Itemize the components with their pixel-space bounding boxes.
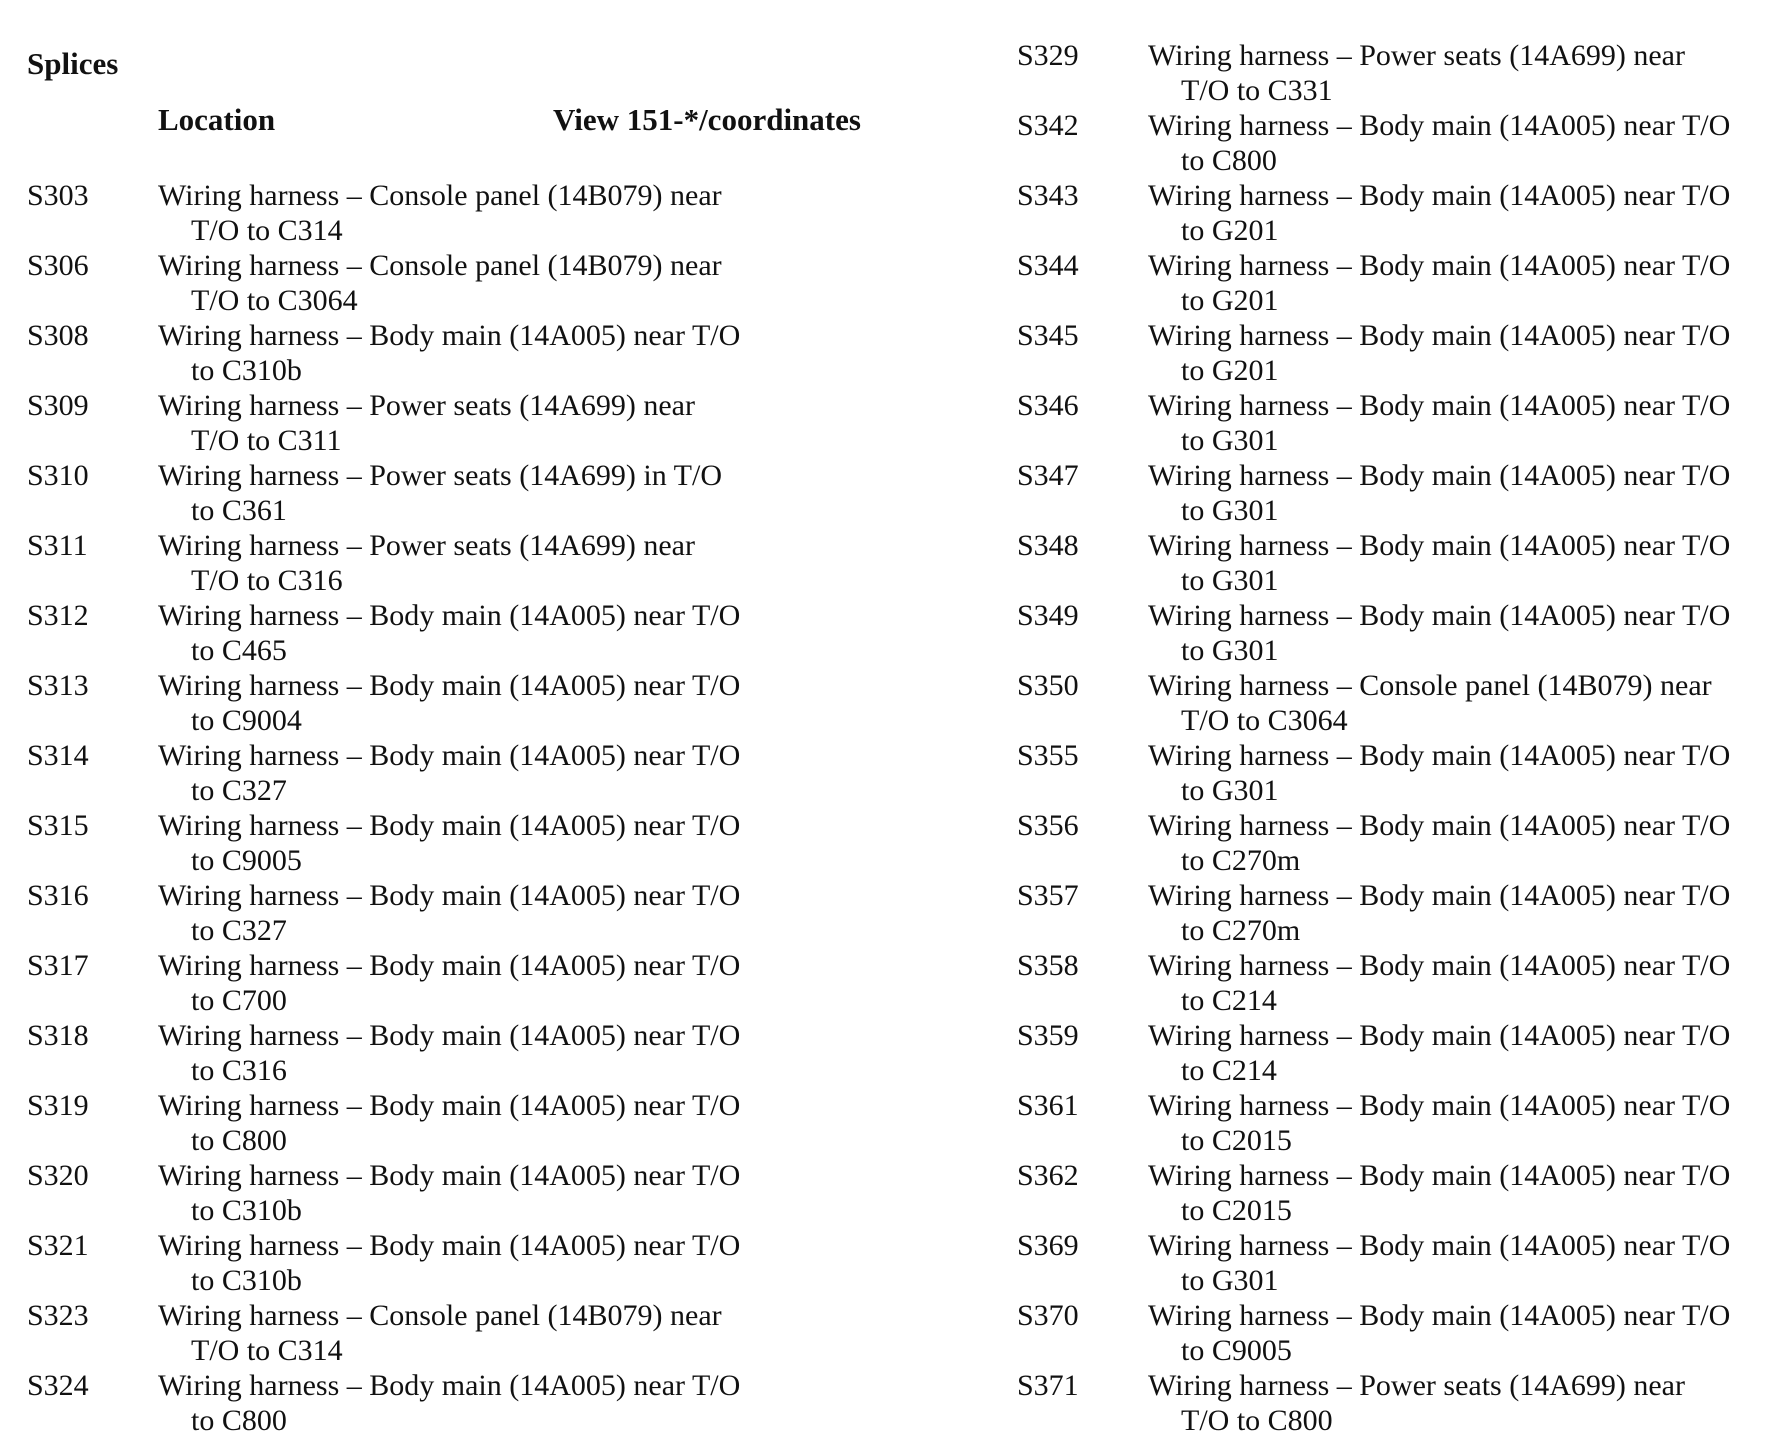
splice-location	[158, 1298, 858, 1368]
splice-location-line2: to C9005	[191, 844, 302, 877]
splice-entry	[27, 948, 907, 1018]
splice-entry	[27, 178, 907, 248]
splice-entry	[1017, 878, 1777, 948]
splice-location-line2: to C270m	[1181, 914, 1301, 947]
splice-location-line2: to C327	[191, 914, 287, 947]
splice-id: S345	[1017, 319, 1079, 352]
splice-entry	[1017, 178, 1777, 248]
splice-location	[1148, 38, 1784, 108]
splice-location	[158, 808, 858, 878]
splice-entry	[1017, 1018, 1777, 1088]
splice-location	[158, 528, 858, 598]
splice-entry	[27, 318, 907, 388]
splice-entry	[27, 1368, 907, 1438]
splice-entry	[1017, 1298, 1777, 1368]
splice-location-line1: Wiring harness – Body main (14A005) near T/O	[1148, 1089, 1731, 1122]
splice-location	[1148, 1368, 1784, 1438]
splice-location	[158, 948, 858, 1018]
splice-id: S357	[1017, 879, 1079, 912]
splice-entry	[1017, 248, 1777, 318]
splice-location	[1148, 738, 1784, 808]
splice-location	[1148, 318, 1784, 388]
splice-location	[1148, 1298, 1784, 1368]
splice-location-line2: to C800	[191, 1124, 287, 1157]
splice-location-line2: to G201	[1181, 354, 1279, 387]
splice-entry	[1017, 528, 1777, 598]
splice-id: S359	[1017, 1019, 1079, 1052]
splice-id: S346	[1017, 389, 1079, 422]
splice-entry	[1017, 1228, 1777, 1298]
splice-location-line1: Wiring harness – Console panel (14B079) near	[158, 179, 722, 212]
splice-location	[158, 1368, 858, 1438]
splice-location-line2: T/O to C314	[191, 214, 343, 247]
splice-entry	[1017, 1088, 1777, 1158]
splice-location-line1: Wiring harness – Body main (14A005) near T/O	[1148, 739, 1731, 772]
splice-location-line1: Wiring harness – Body main (14A005) near T/O	[1148, 179, 1731, 212]
splice-location	[1148, 248, 1784, 318]
splice-location-line1: Wiring harness – Body main (14A005) near T/O	[1148, 389, 1731, 422]
splice-location-line2: to C2015	[1181, 1194, 1292, 1227]
splice-location-line1: Wiring harness – Console panel (14B079) near	[158, 249, 722, 282]
splice-location-line2: to G301	[1181, 1264, 1279, 1297]
splice-id: S314	[27, 739, 89, 772]
splice-location-line1: Wiring harness – Power seats (14A699) in T/O	[158, 459, 722, 492]
splice-entry	[27, 458, 907, 528]
splice-location-line2: to C214	[1181, 984, 1277, 1017]
splice-location-line1: Wiring harness – Body main (14A005) near T/O	[158, 1159, 741, 1192]
splice-id: S350	[1017, 669, 1079, 702]
splice-location-line2: T/O to C331	[1181, 74, 1333, 107]
splice-location-line1: Wiring harness – Body main (14A005) near T/O	[1148, 109, 1731, 142]
splice-location-line1: Wiring harness – Body main (14A005) near T/O	[1148, 809, 1731, 842]
splice-location-line1: Wiring harness – Body main (14A005) near T/O	[1148, 599, 1731, 632]
splice-id: S361	[1017, 1089, 1079, 1122]
splice-entry	[27, 248, 907, 318]
splice-entry	[1017, 668, 1777, 738]
splice-location	[1148, 808, 1784, 878]
splice-id: S362	[1017, 1159, 1079, 1192]
splice-id: S371	[1017, 1369, 1079, 1402]
splice-location-line2: T/O to C311	[191, 424, 342, 457]
splice-location-line2: to C327	[191, 774, 287, 807]
splice-id: S311	[27, 529, 88, 562]
splice-location-line1: Wiring harness – Body main (14A005) near T/O	[158, 1229, 741, 1262]
splice-location-line2: to G301	[1181, 774, 1279, 807]
splice-location-line2: T/O to C800	[1181, 1404, 1333, 1437]
splice-location	[1148, 108, 1784, 178]
splice-entry	[27, 1088, 907, 1158]
splice-location-line2: to C465	[191, 634, 287, 667]
splice-id: S348	[1017, 529, 1079, 562]
splice-list-left	[27, 178, 907, 1438]
splice-location-line2: to G201	[1181, 214, 1279, 247]
splice-location	[1148, 458, 1784, 528]
splice-id: S355	[1017, 739, 1079, 772]
splice-location	[158, 598, 858, 668]
splice-location-line2: to C700	[191, 984, 287, 1017]
splice-entry	[1017, 1368, 1777, 1438]
splice-id: S310	[27, 459, 89, 492]
splice-location-line2: to C214	[1181, 1054, 1277, 1087]
splice-location	[1148, 1018, 1784, 1088]
splice-location-line1: Wiring harness – Body main (14A005) near T/O	[1148, 1299, 1731, 1332]
splice-location	[1148, 948, 1784, 1018]
splice-location-line1: Wiring harness – Body main (14A005) near T/O	[1148, 949, 1731, 982]
splice-location-line1: Wiring harness – Body main (14A005) near T/O	[1148, 879, 1731, 912]
splice-entry	[1017, 108, 1777, 178]
splice-location	[1148, 178, 1784, 248]
splice-location-line2: to C800	[1181, 144, 1277, 177]
splice-location	[1148, 1088, 1784, 1158]
splice-location	[158, 878, 858, 948]
splice-location-line1: Wiring harness – Body main (14A005) near T/O	[158, 599, 741, 632]
splice-list-right	[1017, 38, 1777, 1438]
splice-entry	[27, 668, 907, 738]
splice-id: S313	[27, 669, 89, 702]
splice-location-line2: to C9004	[191, 704, 302, 737]
splice-id: S318	[27, 1019, 89, 1052]
splice-location-line2: to C2015	[1181, 1124, 1292, 1157]
splice-id: S323	[27, 1299, 89, 1332]
splice-location	[158, 248, 858, 318]
splice-entry	[1017, 318, 1777, 388]
splice-entry	[1017, 458, 1777, 528]
splice-entry	[27, 1228, 907, 1298]
splice-location	[158, 318, 858, 388]
splice-id: S356	[1017, 809, 1079, 842]
splice-location-line1: Wiring harness – Body main (14A005) near T/O	[158, 1369, 741, 1402]
splice-entry	[1017, 738, 1777, 808]
splice-location-line2: to C316	[191, 1054, 287, 1087]
splice-location	[1148, 598, 1784, 668]
splice-location	[1148, 668, 1784, 738]
splice-location-line1: Wiring harness – Body main (14A005) near T/O	[158, 879, 741, 912]
splice-location	[158, 1228, 858, 1298]
splice-entry	[1017, 808, 1777, 878]
splice-location-line1: Wiring harness – Power seats (14A699) near	[158, 389, 695, 422]
splice-location-line2: to C270m	[1181, 844, 1301, 877]
splice-id: S317	[27, 949, 89, 982]
splice-location-line1: Wiring harness – Body main (14A005) near T/O	[1148, 249, 1731, 282]
splice-location-line2: to C800	[191, 1404, 287, 1437]
splice-location-line2: T/O to C316	[191, 564, 343, 597]
splice-id: S324	[27, 1369, 89, 1402]
splice-entry	[27, 808, 907, 878]
splice-location-line1: Wiring harness – Body main (14A005) near T/O	[158, 1019, 741, 1052]
splice-location	[158, 738, 858, 808]
splice-location-line1: Wiring harness – Body main (14A005) near T/O	[158, 669, 741, 702]
splice-location	[158, 1018, 858, 1088]
section-title: Splices	[27, 46, 119, 81]
splice-location-line2: to G301	[1181, 634, 1279, 667]
splice-id: S303	[27, 179, 89, 212]
splice-entry	[27, 1018, 907, 1088]
column-header-view: View 151-*/coordinates	[553, 102, 861, 137]
splice-location-line1: Wiring harness – Power seats (14A699) near	[158, 529, 695, 562]
splice-id: S369	[1017, 1229, 1079, 1262]
splice-entry	[27, 598, 907, 668]
splice-id: S316	[27, 879, 89, 912]
splice-id: S320	[27, 1159, 89, 1192]
splice-location-line1: Wiring harness – Body main (14A005) near T/O	[1148, 319, 1731, 352]
splice-location-line2: to C310b	[191, 1194, 302, 1227]
column-header-location: Location	[158, 102, 276, 137]
splice-location-line2: to C310b	[191, 1264, 302, 1297]
splice-location	[158, 388, 858, 458]
splice-id: S309	[27, 389, 89, 422]
splice-location-line1: Wiring harness – Power seats (14A699) near	[1148, 39, 1685, 72]
splice-location	[158, 458, 858, 528]
splice-location-line2: T/O to C3064	[1181, 704, 1348, 737]
splice-location-line2: T/O to C314	[191, 1334, 343, 1367]
splice-location-line1: Wiring harness – Body main (14A005) near T/O	[1148, 1019, 1731, 1052]
splice-id: S343	[1017, 179, 1079, 212]
splice-location	[1148, 528, 1784, 598]
splice-id: S349	[1017, 599, 1079, 632]
splice-entry	[27, 738, 907, 808]
splice-location	[158, 1088, 858, 1158]
splice-location-line2: to C9005	[1181, 1334, 1292, 1367]
splice-location-line2: T/O to C3064	[191, 284, 358, 317]
splice-id: S321	[27, 1229, 89, 1262]
splice-id: S347	[1017, 459, 1079, 492]
splice-entry	[1017, 598, 1777, 668]
splice-location	[1148, 878, 1784, 948]
splice-entry	[27, 388, 907, 458]
splice-location-line2: to C310b	[191, 354, 302, 387]
splice-location-line1: Wiring harness – Console panel (14B079) near	[158, 1299, 722, 1332]
splice-id: S342	[1017, 109, 1079, 142]
splice-entry	[27, 528, 907, 598]
splice-location	[158, 668, 858, 738]
splice-entry	[27, 1298, 907, 1368]
splice-location-line1: Wiring harness – Body main (14A005) near T/O	[158, 1089, 741, 1122]
splice-entry	[27, 878, 907, 948]
splice-location-line1: Wiring harness – Body main (14A005) near T/O	[158, 949, 741, 982]
splice-location	[1148, 388, 1784, 458]
splice-entry	[1017, 388, 1777, 458]
splice-entry	[1017, 1158, 1777, 1228]
splice-id: S306	[27, 249, 89, 282]
splice-location-line2: to G301	[1181, 494, 1279, 527]
splice-id: S344	[1017, 249, 1079, 282]
splice-location-line1: Wiring harness – Body main (14A005) near T/O	[1148, 459, 1731, 492]
splice-location-line2: to C361	[191, 494, 287, 527]
splice-location-line1: Wiring harness – Console panel (14B079) near	[1148, 669, 1712, 702]
splice-id: S315	[27, 809, 89, 842]
splice-location-line2: to G301	[1181, 424, 1279, 457]
splice-location-line1: Wiring harness – Body main (14A005) near T/O	[158, 739, 741, 772]
splice-id: S308	[27, 319, 89, 352]
splice-location-line1: Wiring harness – Body main (14A005) near T/O	[158, 809, 741, 842]
splice-id: S312	[27, 599, 89, 632]
splice-id: S370	[1017, 1299, 1079, 1332]
splice-location-line1: Wiring harness – Body main (14A005) near T/O	[1148, 1229, 1731, 1262]
splice-id: S358	[1017, 949, 1079, 982]
splice-entry	[1017, 948, 1777, 1018]
splice-location	[1148, 1228, 1784, 1298]
splice-location	[158, 1158, 858, 1228]
splice-id: S319	[27, 1089, 89, 1122]
splice-location	[1148, 1158, 1784, 1228]
splice-entry	[27, 1158, 907, 1228]
splice-location-line2: to G201	[1181, 284, 1279, 317]
splice-location-line1: Wiring harness – Body main (14A005) near T/O	[1148, 529, 1731, 562]
splice-id: S329	[1017, 39, 1079, 72]
splice-location	[158, 178, 858, 248]
splice-location-line1: Wiring harness – Body main (14A005) near T/O	[1148, 1159, 1731, 1192]
splice-location-line2: to G301	[1181, 564, 1279, 597]
splice-location-line1: Wiring harness – Body main (14A005) near T/O	[158, 319, 741, 352]
splice-location-line1: Wiring harness – Power seats (14A699) near	[1148, 1369, 1685, 1402]
splice-entry	[1017, 38, 1777, 108]
